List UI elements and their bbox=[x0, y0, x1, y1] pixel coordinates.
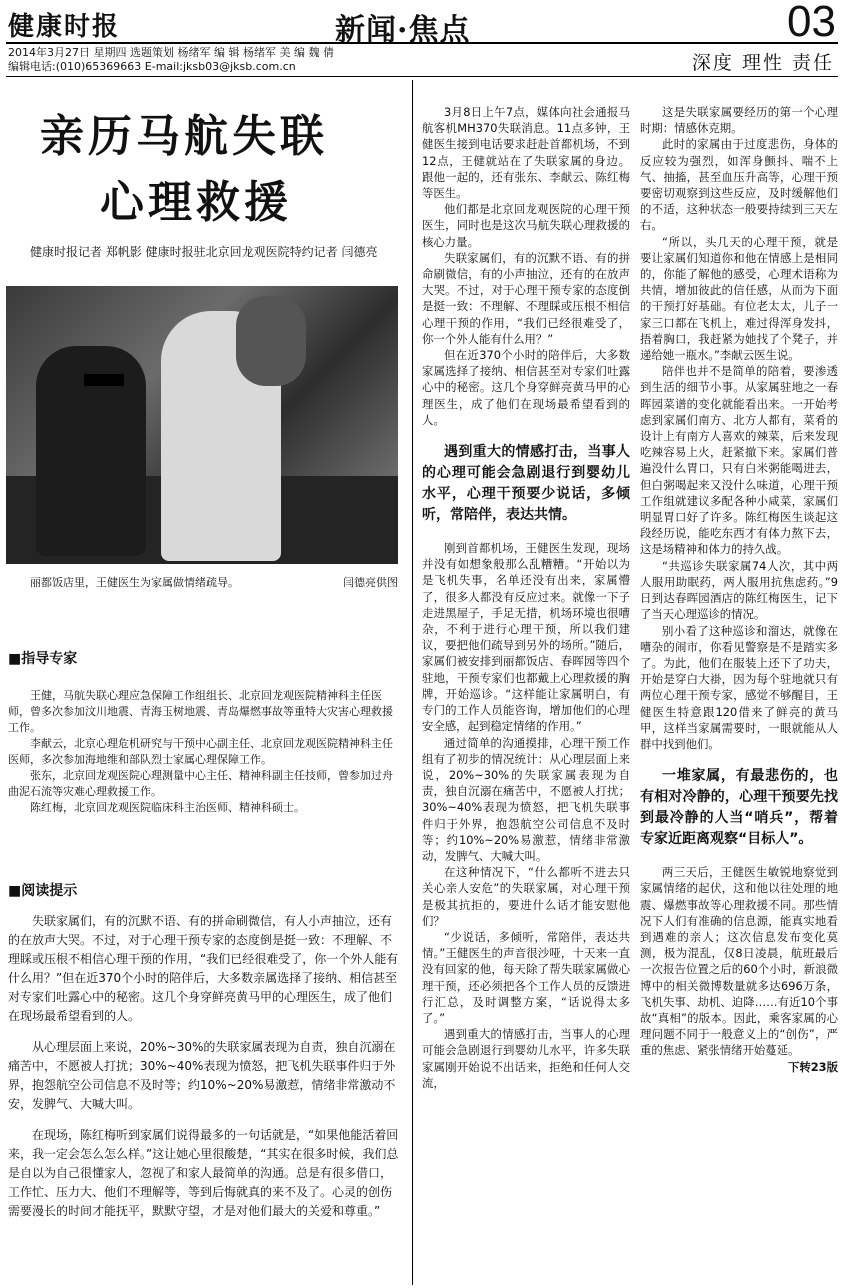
article-paragraph: 刚到首都机场，王健医生发现，现场并没有如想象般那么乱糟糟。“开始以为是飞机失事，名单还没有出来，家属懵了，很多人都没有反应过来。就像一下子走进黑屋子，手足无措，机场环境也很嘈杂，不利于进行心理干预，所以我们建议，要把他们疏导到另外的场所。”随后，家属们被安排到丽都饭店、春晖园等四个驻地，干预专家们也都戴上心理救援的胸牌，开始巡诊。“这样能让家属明白，有专门的工作人员能咨询，增加他们的心理安全感，起到稳定情绪的作用。” bbox=[422, 541, 630, 734]
article-paragraph: “所以，头几天的心理干预，就是要让家属们知道你和他在情感上是相同的，你能了解他的感受，心理术语称为共情，增加彼此的信任感，从而为下面的干预打好基础。有位老太太，儿子一家三口都在飞机上，难过得浑身发抖，捂着胸口，我赶紧为她找了个凳子，并递给她一瓶水。”李献云医生说。 bbox=[640, 234, 838, 363]
pull-quote-2: 一堆家属，有最悲伤的，也有相对冷静的，心理干预要先找到最冷静的人当“哨兵”，帮着专家近距离观察“目标人”。 bbox=[640, 768, 838, 848]
photo-caption bbox=[30, 574, 398, 590]
page-number: 03 bbox=[787, 0, 836, 46]
article-paragraph: 两三天后，王健医生敏锐地察觉到家属情绪的起伏，这和他以往处理的地震、爆燃事故等心理救援不同。那些情况下人们有准确的信息源，能真实地看到遇难的亲人；这次信息发布变化莫测，极为混乱，仅8日凌晨，航班最后一次报告位置之后的60个小时，新浪微博中的相关微博数量就多达696万条，飞机失事、劫机、迫降……有近10个事故“真相”的版本。因此，乘客家属的心理问题不同于一般意义上的“创伤”，严重的焦虑、紧张情绪开始蔓延。 bbox=[640, 865, 838, 1058]
article-paragraph: 通过简单的沟通摸排，心理干预工作组有了初步的情况统计：从心理层面上来说，20%~30%的失联家属表现为自责，独自沉溺在痛苦中，不愿被人打扰；30%~40%表现为愤怒，把飞机失联事件归于外界，抱怨航空公司信息不及时等；约10%~20%易激惹，情绪非常激动，发脾气、大喊大叫。 bbox=[422, 735, 630, 863]
header-rule bbox=[6, 76, 838, 77]
headline-line-1: 亲历马航失联 bbox=[40, 111, 328, 162]
article-paragraph: 遇到重大的情感打击，当事人的心理可能会急剧退行到婴幼儿水平，许多失联家属刚开始说不出话来，拒绝和任何人交流， bbox=[422, 1027, 630, 1090]
article-paragraph: 但在近370个小时的陪伴后，大多数家属选择了接纳、相信甚至对专家们吐露心中的秘密。这几个身穿鲜亮黄马甲的心理医生，成了他们在现场最希望看到的人。 bbox=[422, 348, 630, 427]
news-photo bbox=[6, 286, 398, 564]
article-paragraph: 别小看了这种巡诊和溜达，就像在嘈杂的闹市，你看见警察是不是踏实多了。为此，他们在服装上还下了功夫，开始是穿白大褂，因为每个驻地就只有两位心理干预专家，感觉不够醒目，王健医生特意跟120借来了鲜亮的黄马甲，这样当家属需要时，一眼就能从人群中找到他们。 bbox=[640, 623, 838, 751]
section-title: 新闻·焦点 bbox=[335, 13, 471, 48]
photo-credit: 闫德亮供图 bbox=[343, 576, 398, 589]
experts-list bbox=[8, 688, 402, 816]
article-paragraph: “共巡诊失联家属74人次，其中两人服用助眠药，两人服用抗焦虑药。”9日到达春晖园酒店的陈红梅医生，记下了当天心理巡诊的情况。 bbox=[640, 558, 838, 622]
top-rule bbox=[6, 42, 838, 44]
summary-paragraph: 在现场，陈红梅听到家属们说得最多的一句话就是，“如果他能活着回来，我一定会怎么怎么样。”这让她心里很酸楚，“其实在很多时候，我们总是自以为自己很懂家人，忽视了和家人最简单的沟通。总是有很多借口，工作忙、压力大、他们不理解等，等到后悔就真的来不及了。心灵的创伤需要漫长的时间才能抚平，默默守望，才是对他们最大的关爱和尊重。” bbox=[8, 1128, 399, 1218]
photo-bystander bbox=[236, 296, 306, 386]
headline-line-2: 心理救援 bbox=[100, 177, 292, 228]
article-paragraph: 在这种情况下，“什么都听不进去只关心亲人安危”的失联家属，对心理干预是极其抗拒的，要进什么话才能安慰他们？ bbox=[422, 865, 630, 928]
expert-item: 张东，北京回龙观医院心理测量中心主任、精神科副主任技师，曾参加过舟曲泥石流等灾难心理救援工作。 bbox=[8, 769, 393, 798]
byline: 健康时报记者 郑帆影 健康时报驻北京回龙观医院特约记者 闫德亮 bbox=[30, 245, 378, 259]
article-paragraph: 这是失联家属要经历的第一个心理时期：情感休克期。 bbox=[640, 105, 838, 136]
summary-text bbox=[8, 912, 402, 1233]
expert-item: 陈红梅，北京回龙观医院临床科主治医师、精神科硕士。 bbox=[30, 801, 305, 814]
expert-item: 王健，马航失联心理应急保障工作组组长、北京回龙观医院精神科主任医师，曾多次参加汶川地震、青海玉树地震、青岛爆燃事故等重特大灾害心理救援工作。 bbox=[8, 689, 393, 734]
expert-item: 李献云，北京心理危机研究与干预中心副主任、北京回龙观医院精神科主任医师，多次参加海地维和部队烈士家属心理保障工作。 bbox=[8, 737, 393, 766]
column-divider bbox=[412, 80, 413, 1285]
pull-quote-1: 遇到重大的情感打击，当事人的心理可能会急剧退行到婴幼儿水平，心理干预要少说话，多倾听，常陪伴，表达共情。 bbox=[422, 444, 630, 524]
continued-on-page: 下转23版 bbox=[787, 1059, 838, 1074]
article-paragraph: 此时的家属由于过度悲伤，身体的反应较为强烈，如浑身颤抖、喘不上气、抽搐，甚至血压升高等，心理干预要密切观察到这些反应，及时缓解他们的不适，这种状态一般要持续到三天左右。 bbox=[640, 137, 838, 233]
section-slogan: 深度 理性 责任 bbox=[691, 52, 834, 74]
editor-contact: 编辑电话:(010)65369663 E-mail:jksb03@jksb.com.cn bbox=[8, 60, 296, 73]
summary-label: ■阅读提示 bbox=[8, 883, 78, 899]
article-column-3 bbox=[640, 104, 838, 1075]
caption-text: 丽都饭店里，王健医生为家属做情绪疏导。 bbox=[30, 576, 239, 589]
article-paragraph: 陪伴也并不是简单的陪着，要渗透到生活的细节小事。从家属驻地之一春晖园菜谱的变化就能看出来。一开始考虑到家属们南方、北方人都有，菜肴的设计上有南方人喜欢的辣菜，后来发现吃辣容易上火，赶紧撤下来。家属们普遍没什么胃口，只有白米粥能喝进去，但白粥喝起来又没什么味道，心理干预工作组就建议多配各种小咸菜，家属们明显胃口好了许多。陈红梅医生谈起这段经历说，能吃东西才有体力熬下去，这是场精神和体力的持久战。 bbox=[640, 364, 838, 557]
newspaper-logo: 健康时报 bbox=[8, 12, 121, 42]
experts-label: ■指导专家 bbox=[8, 651, 78, 667]
summary-paragraph: 失联家属们，有的沉默不语、有的拼命刷微信，有人小声抽泣，还有的在放声大哭。不过，对于心理干预专家的态度倒是挺一致：不理解、不理睬或压根不相信心理干预的作用，“我们已经很难受了，你一个外人能有什么用？”但在近370个小时的陪伴后，大多数亲属选择了接纳、相信甚至对专家们吐露心中的秘密。这几个身穿鲜亮黄马甲的心理医生，成了他们在现场最希望看到的人。 bbox=[8, 914, 399, 1023]
summary-paragraph: 从心理层面上来说，20%~30%的失联家属表现为自责，独自沉溺在痛苦中，不愿被人打扰；30%~40%表现为愤怒，把飞机失联事件归于外界，抱怨航空公司信息不及时等；约10%~20%易激惹，情绪非常激动不安，发脾气、大喊大叫。 bbox=[8, 1040, 396, 1111]
article-column-2 bbox=[422, 104, 630, 1091]
photo-eye-censor-bar bbox=[84, 374, 124, 386]
issue-meta: 2014年3月27日 星期四 选题策划 杨绪军 编 辑 杨绪军 美 编 魏 倩 bbox=[8, 46, 334, 59]
article-paragraph: 他们都是北京回龙观医院的心理干预医生，同时也是这次马航失联心理救援的核心力量。 bbox=[422, 202, 630, 249]
article-paragraph: 失联家属们，有的沉默不语、有的拼命刷微信，有的小声抽泣，还有的在放声大哭。不过，对于心理干预专家的态度倒是挺一致：不理解、不理睬或压根不相信心理干预的作用，“我们已经很难受了，你一个外人能有什么用？” bbox=[422, 250, 630, 346]
article-paragraph: “少说话，多倾听，常陪伴，表达共情。”王健医生的声音很沙哑，十天来一直没有回家的他，每天除了帮失联家属做心理干预，还必须把各个工作人员的反馈进行汇总，及时调整方案，“话说得太多了。” bbox=[422, 929, 630, 1025]
article-paragraph: 3月8日上午7点，媒体向社会通报马航客机MH370失联消息。11点多钟，王健医生接到电话要求赶赴首都机场，不到12点，王健就站在了失联家属的身边。跟他一起的，还有张东、李献云、陈红梅等医生。 bbox=[422, 105, 630, 201]
